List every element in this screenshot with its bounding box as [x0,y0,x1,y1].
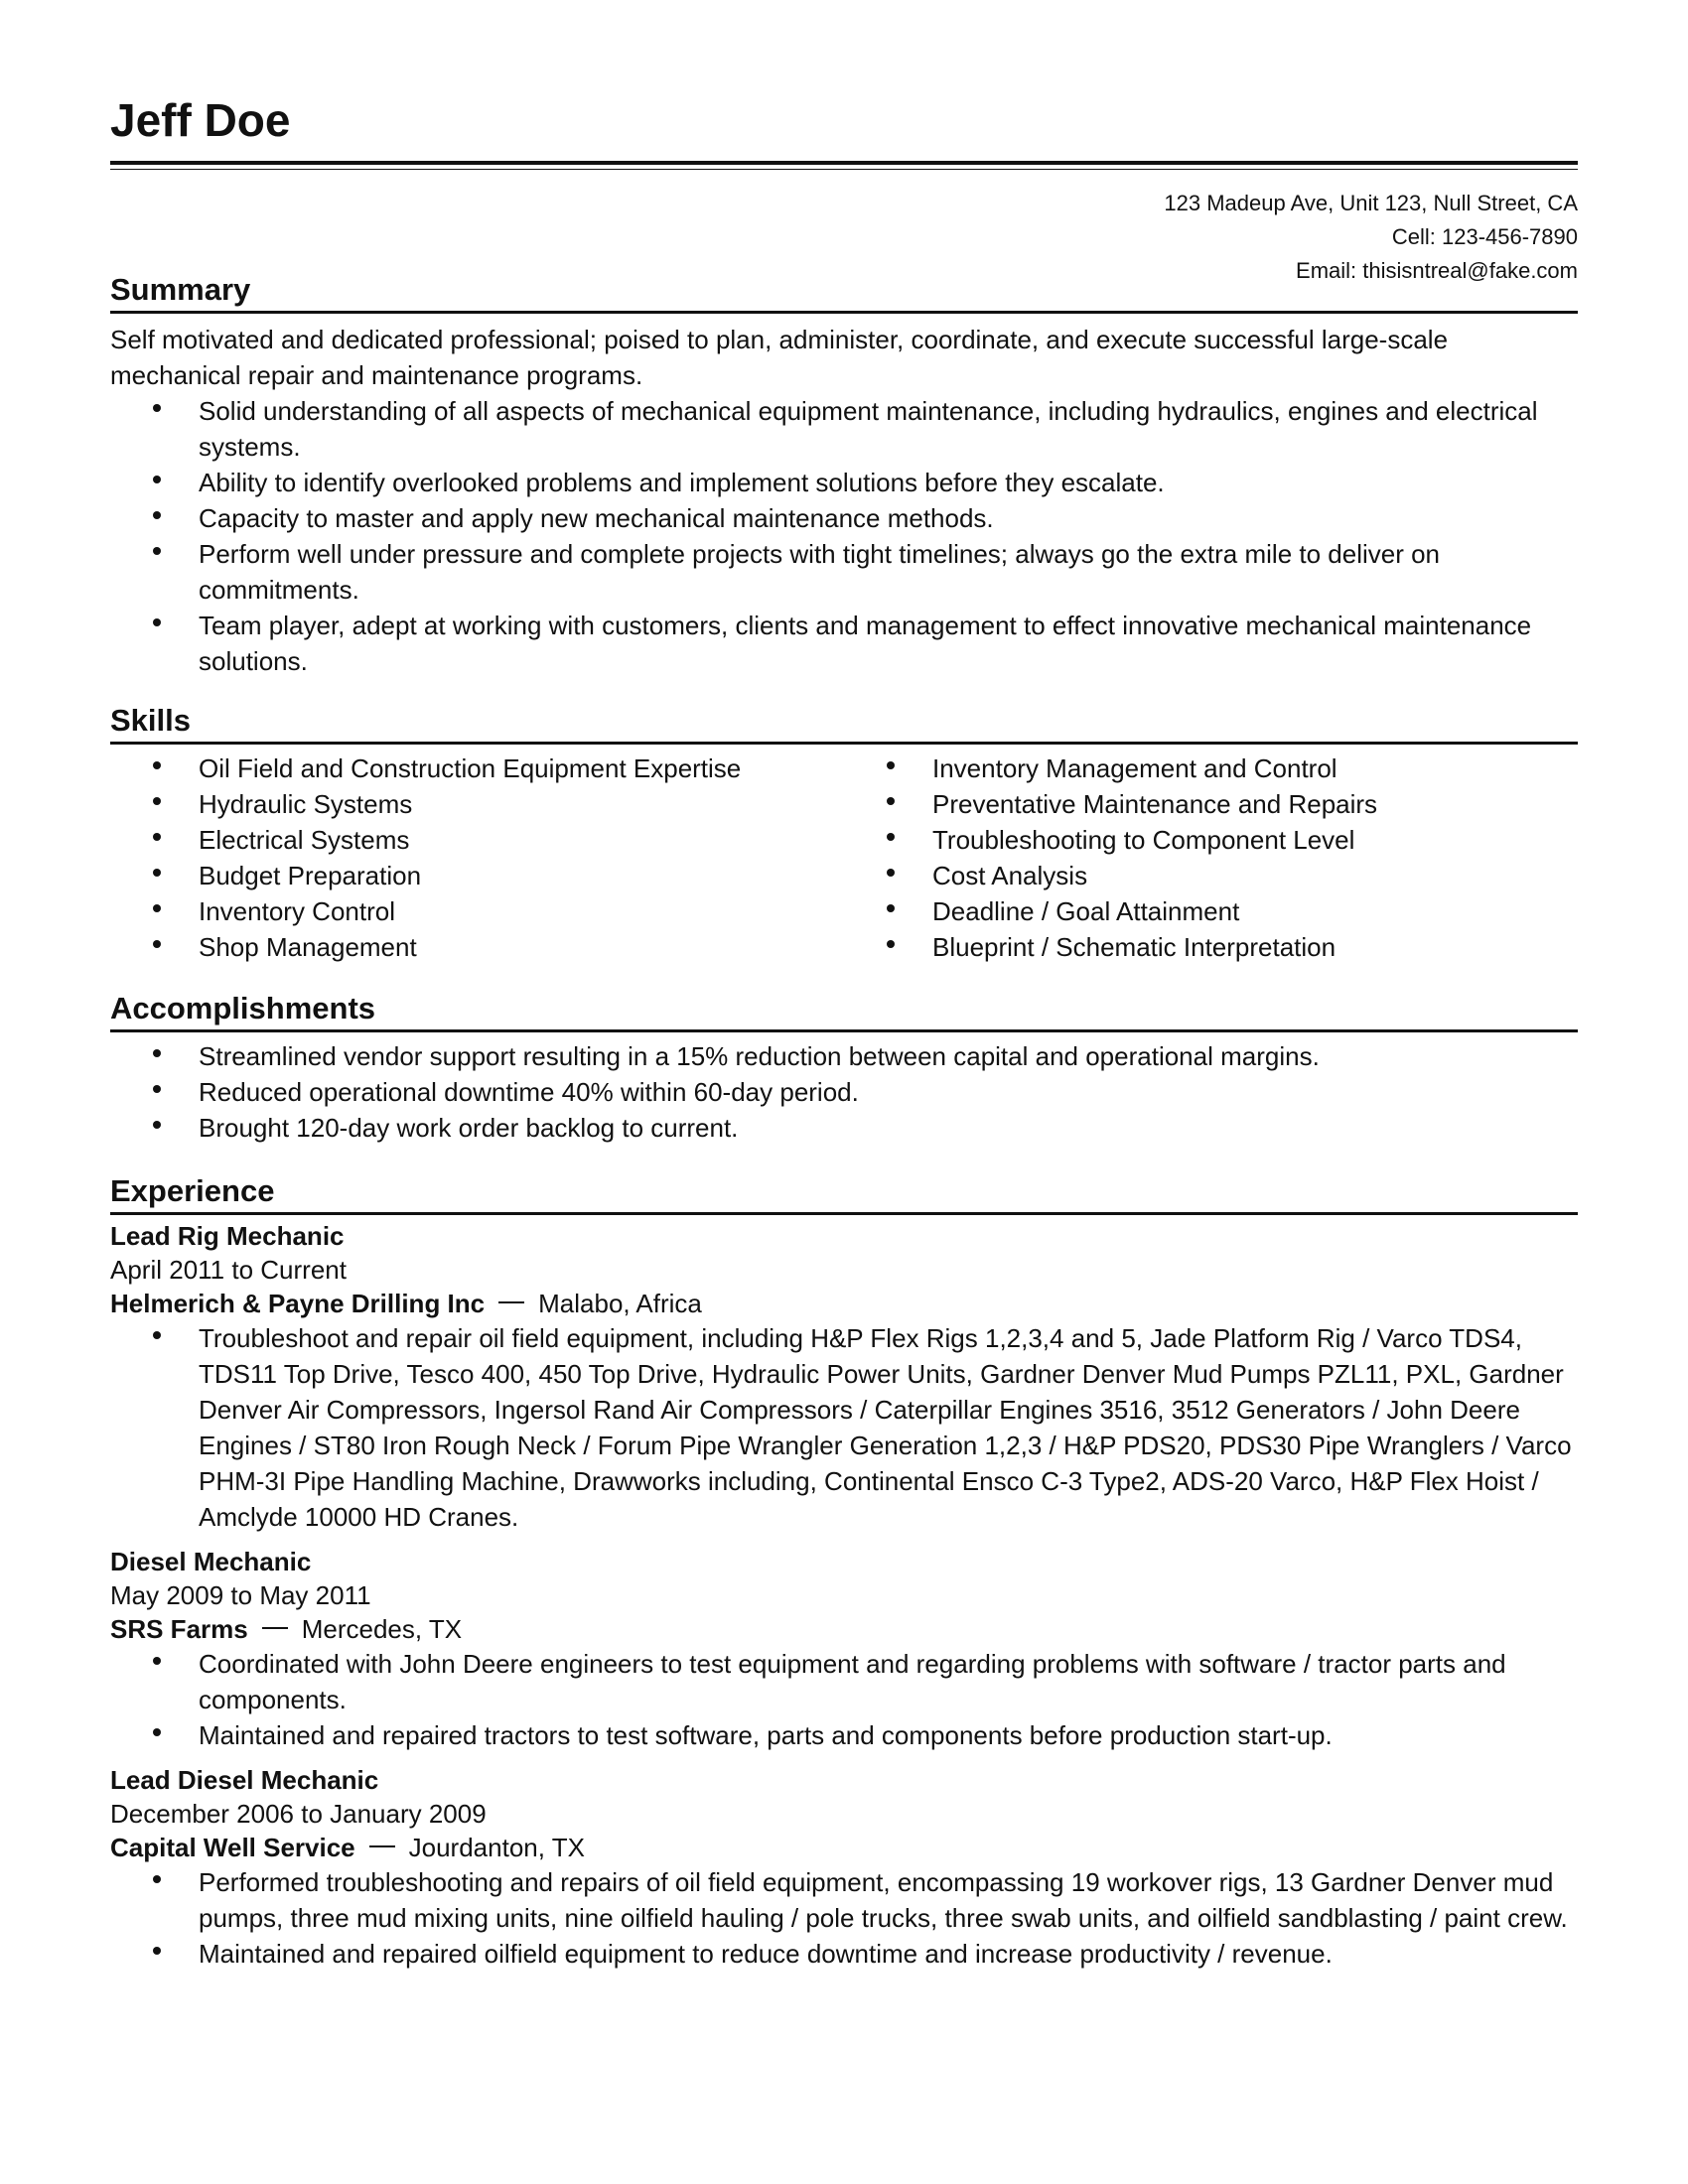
bullet-icon [153,797,161,805]
job-title: Lead Rig Mechanic [110,1221,345,1251]
bullet-icon [153,511,161,519]
bullet-icon [153,833,161,841]
em-dash-separator [369,1845,395,1847]
list-item: Electrical Systems [110,822,844,858]
list-item: Oil Field and Construction Equipment Expertise [110,751,844,786]
list-item: Maintained and repaired tractors to test software, parts and components before production start-up. [110,1717,1578,1753]
bullet-icon [153,1728,161,1736]
job-company-line [110,1287,1578,1320]
bullet-icon [153,1657,161,1665]
summary-heading: Summary [110,272,251,307]
job-bullets [110,1864,1578,1972]
skills-rule [110,742,1578,745]
job-bullets [110,1646,1578,1753]
list-item: Preventative Maintenance and Repairs [844,786,1578,822]
bullet-icon [887,797,895,805]
list-item: Cost Analysis [844,858,1578,893]
bullet-icon [153,1121,161,1129]
summary-section [110,274,1578,679]
bullet-icon [153,618,161,626]
accomplishments-section [110,993,1578,1146]
job-location: Jourdanton, TX [408,1833,585,1862]
em-dash-separator [262,1627,288,1629]
job-company: Capital Well Service [110,1833,355,1862]
experience-section [110,1175,1578,1972]
bullet-icon [153,761,161,769]
list-item: Team player, adept at working with customers, clients and management to effect innovative mechanical maintenance solutions. [110,608,1578,679]
experience-rule [110,1212,1578,1215]
bullet-icon [153,940,161,948]
bullet-icon [153,404,161,412]
list-item: Capacity to master and apply new mechanical maintenance methods. [110,500,1578,536]
list-item: Hydraulic Systems [110,786,844,822]
skills-section [110,705,1578,965]
job-location: Mercedes, TX [301,1614,463,1644]
job-entry [110,1545,1578,1753]
bullet-icon [887,940,895,948]
bullet-icon [153,547,161,555]
bullet-icon [153,1875,161,1883]
skills-list-left [110,751,844,965]
job-company-line [110,1831,1578,1864]
job-company: SRS Farms [110,1614,248,1644]
list-item: Brought 120-day work order backlog to current. [110,1110,1578,1146]
skills-columns [110,751,1578,965]
list-item: Streamlined vendor support resulting in a 15% reduction between capital and operational margins. [110,1038,1578,1074]
header-rule-thin [110,169,1578,170]
list-item: Shop Management [110,929,844,965]
list-item: Troubleshoot and repair oil field equipment, including H&P Flex Rigs 1,2,3,4 and 5, Jade Platform Rig / Varco TDS4, TDS11 Top Drive, Tesco 400, 450 Top Drive, Hydraulic Power Units, Gardner Denver Mud Pumps PZL11, PXL, Gardner Denver Air Compressors, Ingersol Rand Air Compressors / Caterpillar Engines 3516, 3512 Generators / John Deere Engines / ST80 Iron Rough Neck / Forum Pipe Wrangler Generation 1,2,3 / H&P PDS20, PDS30 Pipe Wranglers / Varco PHM-3I Pipe Handling Machine, Drawworks including, Continental Ensco C-3 Type2, ADS-20 Varco, H&P Flex Hoist / Amclyde 10000 HD Cranes. [110,1320,1578,1535]
list-item: Inventory Control [110,893,844,929]
email: Email: thisisntreal@fake.com [1296,258,1578,283]
job-entry [110,1763,1578,1972]
bullet-icon [153,1085,161,1093]
bullet-icon [153,1947,161,1955]
list-item: Reduced operational downtime 40% within 60-day period. [110,1074,1578,1110]
em-dash-separator [498,1301,524,1303]
bullet-icon [153,869,161,877]
bullet-icon [887,761,895,769]
list-item: Coordinated with John Deere engineers to test equipment and regarding problems with software / tractor parts and components. [110,1646,1578,1717]
cell-phone: Cell: 123-456-7890 [1391,224,1578,249]
job-entry [110,1219,1578,1535]
bullet-icon [153,1331,161,1339]
job-location: Malabo, Africa [538,1289,702,1318]
bullet-icon [887,904,895,912]
list-item: Maintained and repaired oilfield equipment to reduce downtime and increase productivity / revenue. [110,1936,1578,1972]
accomplishments-list [110,1038,1578,1146]
list-item: Troubleshooting to Component Level [844,822,1578,858]
summary-intro: Self motivated and dedicated professional; poised to plan, administer, coordinate, and execute successful large-scale mechanical repair and maintenance programs. [110,325,1449,390]
summary-list [110,393,1578,679]
accomplishments-rule [110,1029,1578,1032]
list-item: Blueprint / Schematic Interpretation [844,929,1578,965]
list-item: Performed troubleshooting and repairs of oil field equipment, encompassing 19 workover rigs, 13 Gardner Denver mud pumps, three mud mixing units, nine oilfield hauling / pole trucks, three swab units, and oilfield sandblasting / paint crew. [110,1864,1578,1936]
skills-list-right [844,751,1578,965]
job-title: Lead Diesel Mechanic [110,1765,379,1795]
accomplishments-heading: Accomplishments [110,991,376,1025]
job-dates: April 2011 to Current [110,1255,347,1285]
list-item: Perform well under pressure and complete projects with tight timelines; always go the extra mile to deliver on commitments. [110,536,1578,608]
list-item: Solid understanding of all aspects of mechanical equipment maintenance, including hydraulics, engines and electrical systems. [110,393,1578,465]
job-company: Helmerich & Payne Drilling Inc [110,1289,486,1318]
job-company-line [110,1612,1578,1646]
contact-block [1164,187,1578,288]
bullet-icon [153,904,161,912]
list-item: Inventory Management and Control [844,751,1578,786]
summary-rule [110,311,1578,314]
job-dates: May 2009 to May 2011 [110,1580,371,1610]
skills-heading: Skills [110,703,191,738]
bullet-icon [887,869,895,877]
bullet-icon [153,1049,161,1057]
job-dates: December 2006 to January 2009 [110,1799,487,1829]
candidate-name: Jeff Doe [110,94,291,146]
experience-heading: Experience [110,1173,275,1208]
list-item: Budget Preparation [110,858,844,893]
header-rule-thick [110,161,1578,165]
job-title: Diesel Mechanic [110,1547,312,1576]
address: 123 Madeup Ave, Unit 123, Null Street, CA [1164,191,1578,215]
list-item: Deadline / Goal Attainment [844,893,1578,929]
list-item: Ability to identify overlooked problems and implement solutions before they escalate. [110,465,1578,500]
bullet-icon [887,833,895,841]
job-bullets [110,1320,1578,1535]
bullet-icon [153,476,161,483]
